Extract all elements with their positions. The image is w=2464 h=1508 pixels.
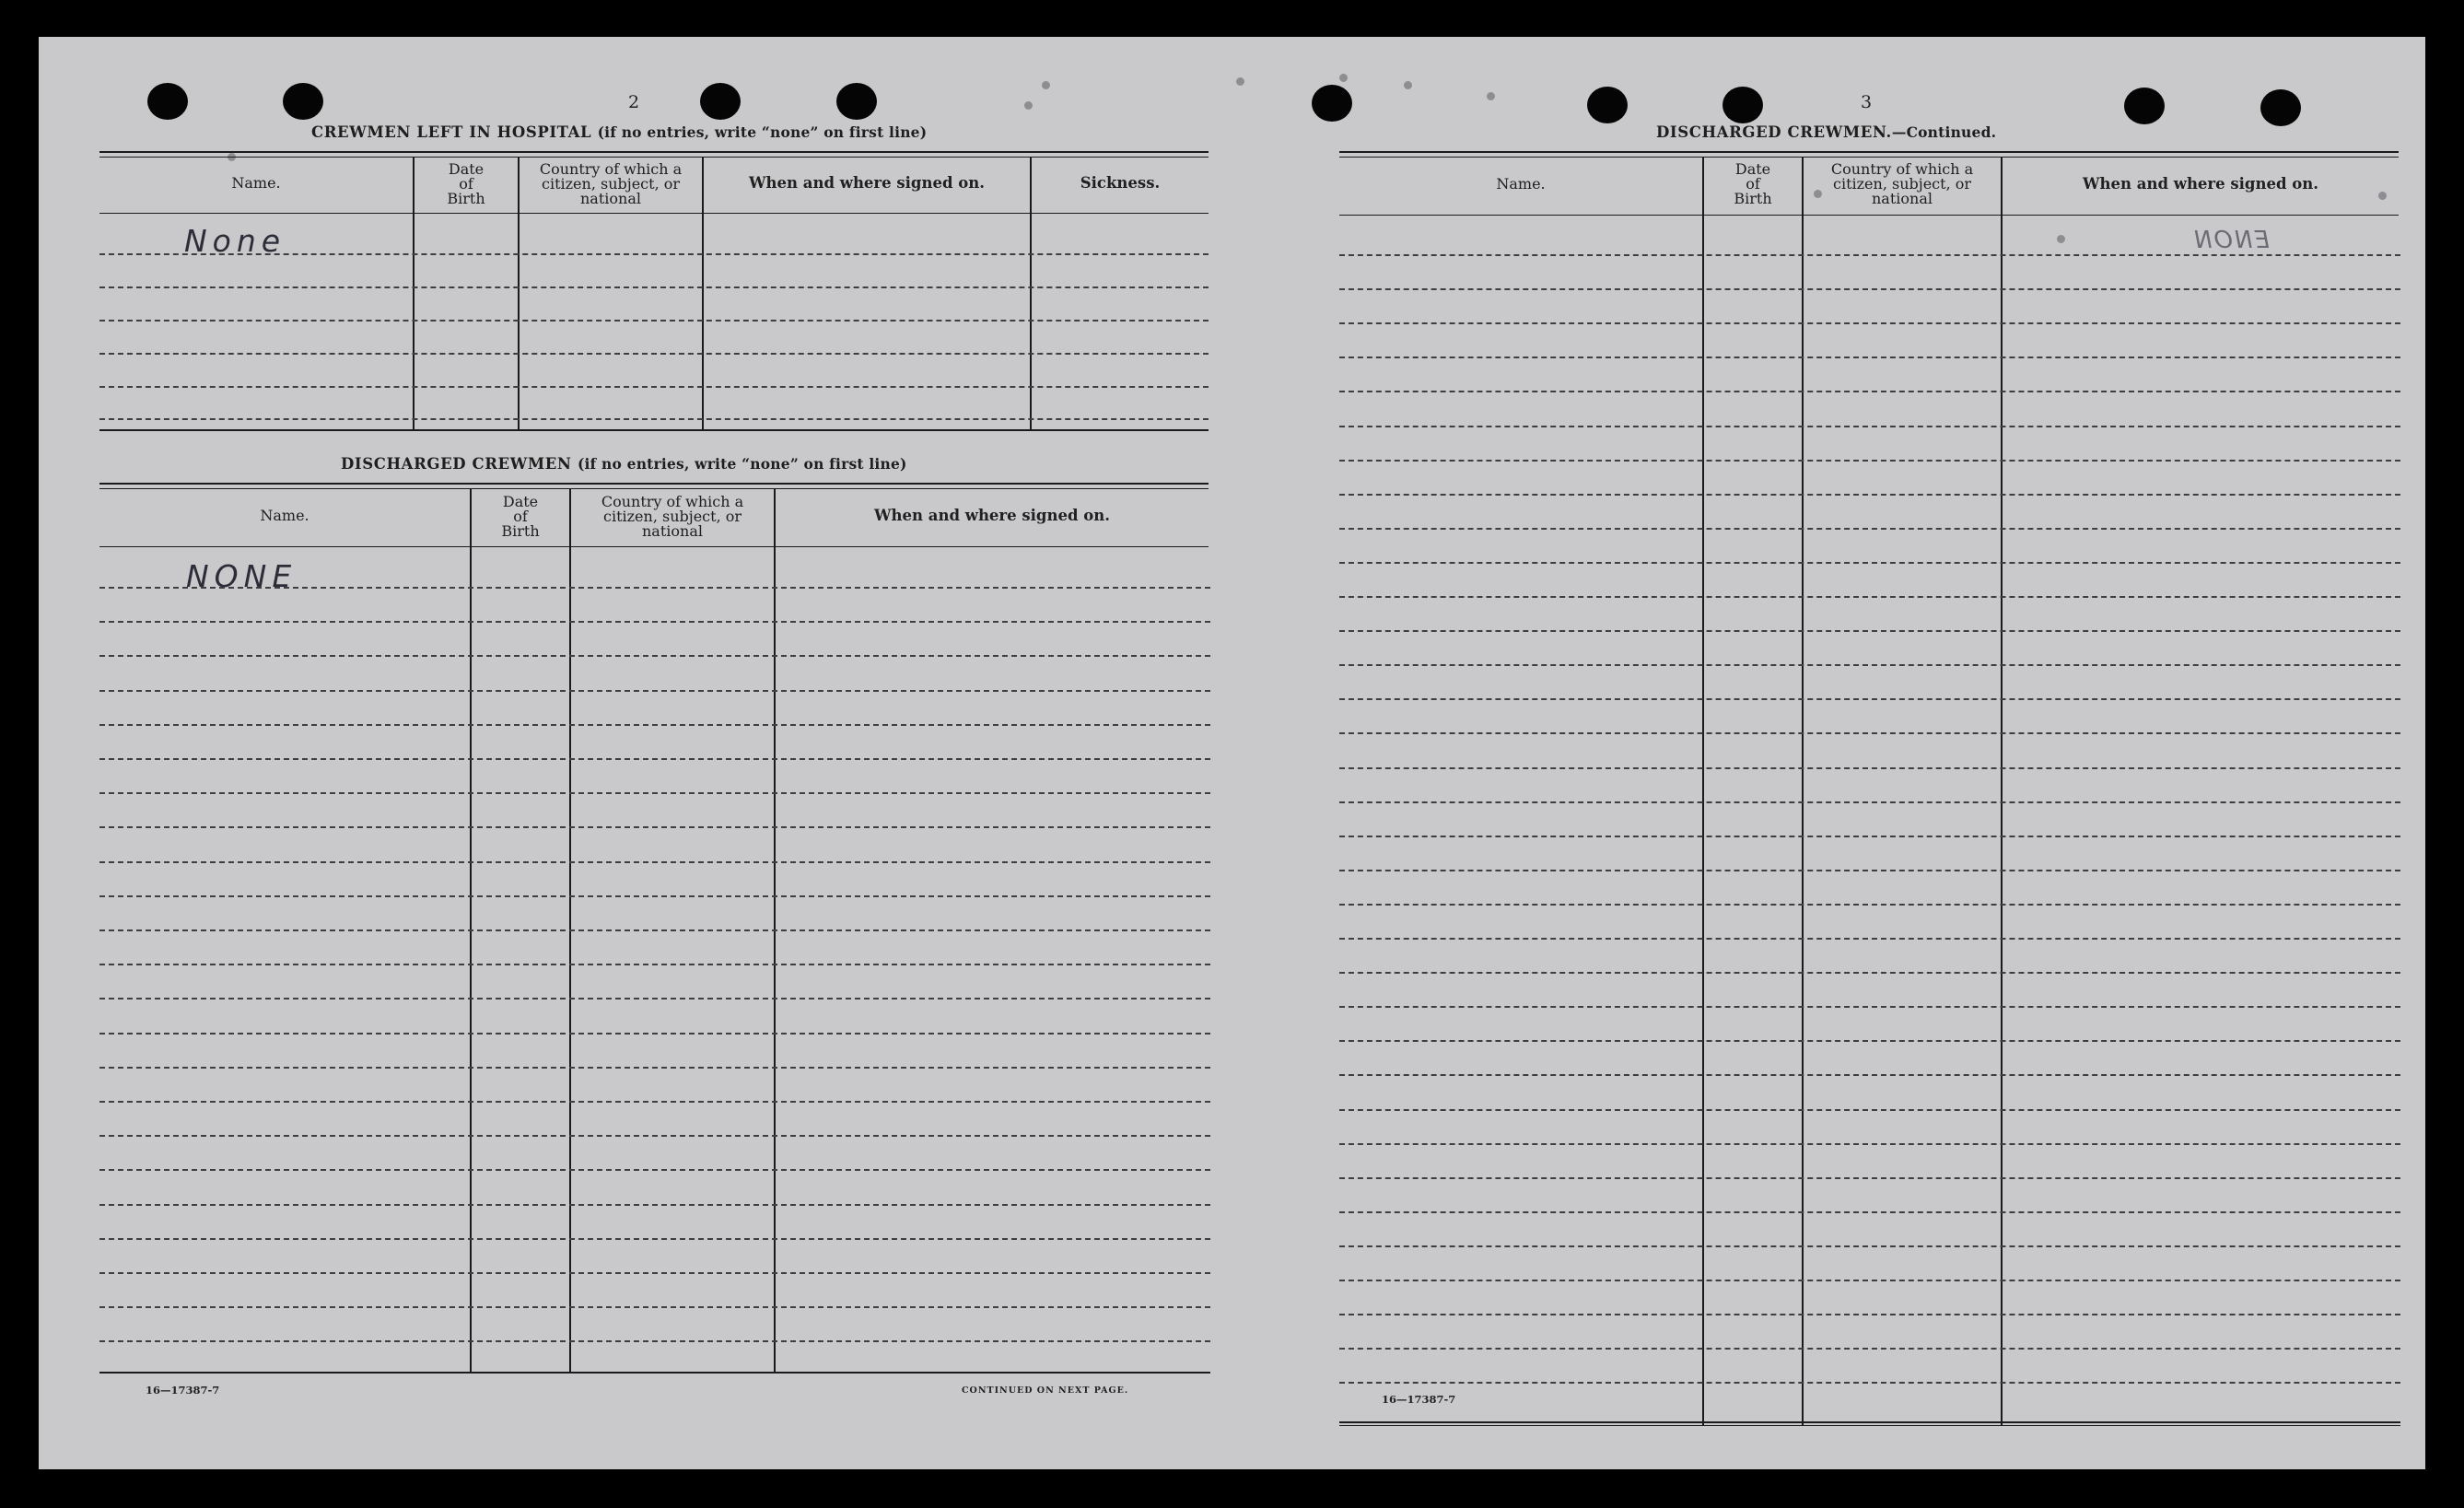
entry-line: [1339, 1280, 2400, 1281]
entry-line: [99, 1169, 1210, 1171]
col-header-name: Name.: [1496, 175, 1546, 193]
entry-line: [99, 655, 1210, 657]
entry-line: [99, 320, 1209, 321]
entry-line: [99, 690, 1210, 692]
entry-line: [1339, 1074, 2400, 1076]
entry-line: [1339, 1143, 2400, 1145]
ink-speck: [1236, 77, 1244, 86]
ink-speck: [2378, 192, 2387, 200]
col-header-signed-on: When and where signed on.: [874, 507, 1110, 524]
col-header-date-of-birth: Date of Birth: [501, 493, 540, 540]
entry-line: [99, 929, 1210, 931]
punch-hole: [1587, 87, 1628, 123]
right-page: [1236, 37, 2425, 1469]
col-header-date-of-birth: Date of Birth: [1734, 160, 1772, 207]
column-divider: [1802, 158, 1804, 1425]
ink-speck: [1339, 74, 1348, 82]
rule: [99, 488, 1209, 489]
column-divider: [1702, 158, 1704, 1425]
entry-line: [1339, 528, 2400, 530]
entry-line: [99, 1238, 1210, 1240]
col-header-name: Name.: [231, 174, 281, 192]
entry-line: [99, 1306, 1210, 1308]
entry-line: [99, 1340, 1210, 1342]
punch-hole: [147, 83, 188, 120]
entry-line: [1339, 904, 2400, 906]
handwritten-entry: None: [184, 223, 286, 259]
col-header-signed-on: When and where signed on.: [2083, 175, 2318, 193]
ink-speck: [1487, 92, 1495, 100]
entry-line: [1339, 630, 2400, 632]
ink-speck: [1024, 101, 1033, 110]
entry-line: [99, 792, 1210, 794]
punch-hole: [836, 83, 877, 120]
handwritten-entry: NONE: [186, 558, 298, 594]
entry-line: [99, 1067, 1210, 1069]
left-page: [39, 37, 1236, 1469]
column-divider: [1030, 158, 1032, 431]
rule: [99, 429, 1209, 431]
col-header-country: Country of which a citizen, subject, or national: [539, 160, 683, 207]
entry-line: [1339, 494, 2400, 496]
entry-line: [1339, 1109, 2400, 1111]
entry-line: [99, 418, 1209, 420]
entry-line: [99, 386, 1209, 388]
col-header-country: Country of which a citizen, subject, or national: [601, 493, 744, 540]
entry-line: [99, 861, 1210, 863]
punch-hole: [700, 83, 741, 120]
entry-line: [1339, 254, 2400, 256]
rule: [99, 483, 1209, 485]
hospital-section-title: CREWMEN LEFT IN HOSPITAL (if no entries, write “none” on first line): [311, 123, 928, 141]
column-divider: [702, 158, 704, 431]
form-number: 16—17387-7: [146, 1384, 220, 1397]
entry-line: [99, 353, 1209, 355]
entry-line: [1339, 1040, 2400, 1042]
entry-line: [1339, 562, 2400, 564]
entry-line: [1339, 322, 2400, 324]
entry-line: [1339, 1006, 2400, 1008]
entry-line: [99, 621, 1210, 623]
entry-line: [99, 758, 1210, 760]
entry-line: [99, 826, 1210, 828]
entry-line: [99, 1204, 1210, 1206]
entry-line: [99, 998, 1210, 999]
col-header-sickness: Sickness.: [1080, 174, 1161, 192]
punch-hole: [2260, 89, 2301, 126]
entry-line: [1339, 938, 2400, 940]
entry-line: [99, 724, 1210, 726]
rule: [1339, 1421, 2400, 1423]
bleed-through-text: ENON: [2192, 227, 2270, 254]
ink-speck: [1042, 81, 1050, 89]
col-header-signed-on: When and where signed on.: [749, 174, 985, 192]
column-divider: [518, 158, 520, 431]
entry-line: [99, 895, 1210, 897]
column-divider: [2001, 158, 2003, 1425]
punch-hole: [1312, 85, 1352, 122]
rule: [99, 213, 1209, 214]
form-number: 16—17387-7: [1382, 1393, 1456, 1406]
entry-line: [1339, 801, 2400, 803]
rule: [1339, 1425, 2400, 1426]
punch-hole: [1722, 87, 1763, 123]
entry-line: [1339, 596, 2400, 598]
entry-line: [99, 1135, 1210, 1137]
rule: [99, 546, 1209, 547]
entry-line: [1339, 1211, 2400, 1213]
ink-speck: [2057, 235, 2065, 243]
entry-line: [99, 964, 1210, 965]
punch-hole: [2124, 88, 2165, 124]
entry-line: [99, 587, 1210, 589]
col-header-name: Name.: [260, 507, 309, 524]
rule: [1339, 151, 2399, 153]
ink-speck: [1404, 81, 1412, 89]
punch-hole: [283, 83, 323, 120]
rule: [1339, 157, 2399, 158]
entry-line: [1339, 460, 2400, 462]
entry-line: [1339, 767, 2400, 769]
continued-note: CONTINUED ON NEXT PAGE.: [962, 1385, 1129, 1396]
entry-line: [1339, 357, 2400, 358]
entry-line: [1339, 664, 2400, 666]
entry-line: [1339, 1314, 2400, 1315]
entry-line: [99, 286, 1209, 288]
col-header-country: Country of which a citizen, subject, or national: [1830, 160, 1974, 207]
discharged-continued-title: DISCHARGED CREWMEN.—Continued.: [1656, 123, 1997, 141]
page-number: 3: [1861, 92, 1873, 112]
entry-line: [99, 1033, 1210, 1035]
entry-line: [1339, 391, 2400, 392]
entry-line: [1339, 972, 2400, 974]
rule: [1339, 215, 2399, 216]
entry-line: [99, 1101, 1210, 1103]
discharged-section-title: DISCHARGED CREWMEN (if no entries, write “none” on first line): [341, 455, 907, 473]
rule: [99, 151, 1209, 153]
entry-line: [1339, 1382, 2400, 1384]
entry-line: [1339, 698, 2400, 700]
entry-line: [99, 1272, 1210, 1274]
rule: [99, 1372, 1210, 1374]
entry-line: [1339, 288, 2400, 290]
entry-line: [1339, 870, 2400, 871]
entry-line: [1339, 1348, 2400, 1350]
entry-line: [1339, 1245, 2400, 1247]
page-number: 2: [628, 92, 640, 112]
entry-line: [1339, 732, 2400, 734]
entry-line: [1339, 836, 2400, 837]
document-sheet: [39, 37, 2425, 1469]
entry-line: [1339, 1177, 2400, 1179]
column-divider: [413, 158, 415, 431]
rule: [99, 157, 1209, 158]
col-header-date-of-birth: Date of Birth: [447, 160, 485, 207]
entry-line: [1339, 426, 2400, 427]
